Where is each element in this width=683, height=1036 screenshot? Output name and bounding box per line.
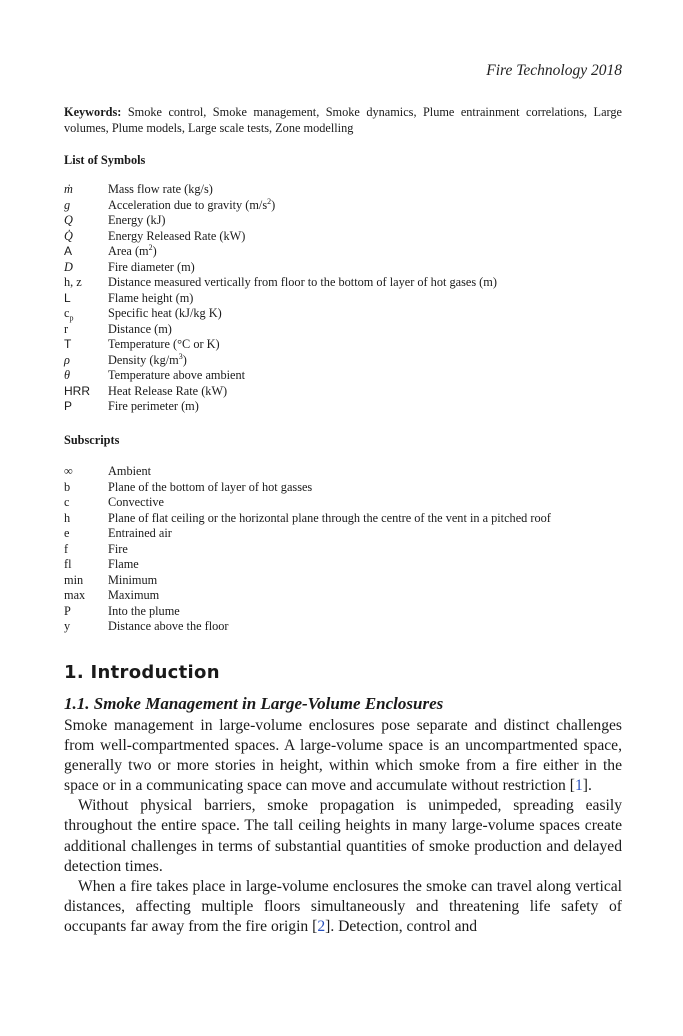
symbol-cell: fl (64, 557, 72, 571)
symbol-cell: min (64, 572, 84, 587)
subscript-row (64, 604, 624, 620)
description-text: Plane of the bottom of layer of hot gasses (108, 479, 313, 494)
symbol-subscript: p (69, 313, 74, 323)
subscripts-table (64, 464, 624, 635)
symbol-cell: θ (64, 368, 71, 382)
description-cell (108, 353, 624, 369)
subscript-row (64, 464, 624, 480)
description-cell (108, 464, 624, 480)
symbol-cell: h, z (64, 275, 82, 289)
subsection-title: 1.1. Smoke Management in Large-Volume Enclosures (64, 694, 444, 713)
citation-link[interactable]: 1 (574, 777, 583, 795)
symbol-row (64, 182, 624, 198)
symbol-cell: Q (64, 213, 73, 227)
description-cell (108, 260, 624, 276)
subscript-row (64, 619, 624, 635)
description-text: Into the plume (108, 603, 180, 618)
symbol-row (64, 198, 624, 214)
citation-open-bracket: [ (569, 777, 575, 795)
symbol-cell: h (64, 510, 71, 525)
description-suffix: ) (152, 244, 157, 258)
description-cell (108, 511, 624, 527)
symbol-cell: y (64, 619, 71, 633)
symbol-cell: $c_p$ (64, 306, 74, 323)
description-superscript: 2 (148, 242, 153, 252)
description-text: Entrained air (108, 526, 172, 540)
paragraph-text: Smoke management in large-volume enclosures pose separate and distinct challenges from well-compartmented spaces. A large-volume space is an uncompartmented space, generally two or more stories in height, within which smoke from a fire either in the space or in a communicating space can move and accumulate without restriction (64, 717, 622, 795)
paragraph-text: Without physical barriers, smoke propagation is unimpeded, spreading easily throughout the entire space. The tall ceiling heights in many large-volume spaces create additional challenges in terms of substantial quantities of smoke production and delayed detection times. (64, 797, 622, 875)
body-text (64, 716, 622, 937)
description-text: Acceleration due to gravity (m/s (108, 197, 268, 212)
description-text: Specific heat (kJ/kg K) (108, 306, 222, 320)
symbol-cell: ṁ (64, 182, 73, 196)
symbol-cell: ρ (64, 352, 70, 367)
symbol-cell: D (64, 259, 73, 274)
description-cell (108, 213, 624, 229)
description-text: Plane of flat ceiling or the horizontal plane through the centre of the vent in a pitched roof (108, 510, 551, 525)
description-cell (108, 322, 624, 338)
symbol-row (64, 260, 624, 276)
citation-close-bracket: ] (582, 777, 588, 795)
subscript-row (64, 480, 624, 496)
symbol-cell: b (64, 479, 71, 494)
description-cell (108, 182, 624, 198)
symbols-heading: List of Symbols (64, 153, 146, 167)
subscript-row (64, 526, 624, 542)
symbol-row (64, 368, 624, 384)
body-paragraph (64, 716, 622, 796)
description-text: Maximum (108, 588, 160, 602)
section-title: 1. Introduction (64, 662, 220, 683)
symbol-cell: Q̇ (64, 228, 73, 243)
description-text: Temperature above ambient (108, 368, 246, 382)
description-superscript: 2 (267, 196, 272, 206)
symbol-cell: A (64, 244, 73, 258)
description-text: Fire diameter (m) (108, 259, 195, 274)
symbol-cell: r (64, 321, 69, 336)
description-cell (108, 368, 624, 384)
description-suffix: ) (182, 352, 187, 367)
symbol-row (64, 213, 624, 229)
symbol-cell: max (64, 588, 86, 602)
keywords-block (64, 104, 622, 136)
description-text: Energy Released Rate (kW) (108, 228, 246, 243)
description-suffix: ) (271, 197, 276, 212)
description-cell (108, 573, 624, 589)
subscript-row (64, 511, 624, 527)
description-text: Area (m (108, 244, 149, 258)
description-cell (108, 399, 624, 415)
symbol-row (64, 322, 624, 338)
description-text: Density (kg/m (108, 352, 179, 367)
description-cell (108, 542, 624, 558)
symbol-row (64, 353, 624, 369)
description-cell (108, 604, 624, 620)
symbol-cell: P (64, 603, 71, 618)
description-text: Ambient (108, 464, 152, 478)
subscripts-heading: Subscripts (64, 433, 120, 447)
paragraph-end: . Detection, control and (330, 917, 478, 935)
paragraph-end: . (587, 777, 592, 795)
description-cell (108, 229, 624, 245)
subscript-row (64, 573, 624, 589)
description-text: Minimum (108, 572, 158, 587)
description-text: Flame height (m) (108, 290, 194, 305)
symbol-cell: e (64, 526, 70, 540)
description-cell (108, 495, 624, 511)
description-cell (108, 384, 624, 400)
symbol-cell: P (64, 399, 73, 413)
symbol-row (64, 291, 624, 307)
description-text: Temperature (°C or K) (108, 337, 220, 351)
body-paragraph (64, 877, 622, 937)
subscript-row (64, 588, 624, 604)
subscript-row (64, 495, 624, 511)
description-text: Distance measured vertically from floor to the bottom of layer of hot gases (m) (108, 275, 497, 289)
description-cell (108, 526, 624, 542)
symbol-cell: L (64, 290, 71, 305)
symbol-row (64, 337, 624, 353)
symbol-cell: c (64, 495, 70, 509)
keywords-label: Keywords: (64, 105, 122, 119)
running-head: Fire Technology 2018 (486, 62, 622, 79)
description-text: Distance (m) (108, 321, 172, 336)
description-cell (108, 198, 624, 214)
description-text: Flame (108, 557, 139, 571)
description-text: Heat Release Rate (kW) (108, 383, 228, 398)
description-cell (108, 619, 624, 635)
symbol-row (64, 399, 624, 415)
description-superscript: 3 (178, 351, 183, 361)
subscript-row (64, 542, 624, 558)
citation-link[interactable]: 2 (317, 917, 326, 935)
symbol-cell: f (64, 541, 69, 556)
symbol-cell: HRR (64, 383, 90, 398)
keywords-text: Smoke control, Smoke management, Smoke dynamics, Plume entrainment correlations, Large volumes, Plume models, Large scale tests, Zone modelling (64, 105, 623, 135)
description-cell (108, 557, 624, 573)
description-text: Energy (kJ) (108, 213, 166, 227)
symbol-row (64, 306, 624, 322)
description-cell (108, 244, 624, 260)
symbol-cell: ∞ (64, 464, 73, 478)
description-cell (108, 337, 624, 353)
description-text: Fire (108, 541, 128, 556)
description-cell (108, 588, 624, 604)
symbol-cell: g (64, 197, 71, 212)
symbol-row (64, 229, 624, 245)
citation-open-bracket: [ (312, 917, 318, 935)
description-text: Mass flow rate (kg/s) (108, 182, 213, 196)
description-cell (108, 275, 624, 291)
description-text: Fire perimeter (m) (108, 399, 199, 413)
symbol-row (64, 244, 624, 260)
subscript-row (64, 557, 624, 573)
citation-close-bracket: ] (325, 917, 331, 935)
symbol-cell: T (64, 337, 72, 351)
description-text: Distance above the floor (108, 619, 229, 633)
description-text: Convective (108, 495, 165, 509)
description-cell (108, 291, 624, 307)
description-cell (108, 306, 624, 322)
symbol-row (64, 275, 624, 291)
symbols-table (64, 182, 624, 415)
description-cell (108, 480, 624, 496)
paragraph-text: When a fire takes place in large-volume enclosures the smoke can travel along vertical distances, affecting multiple floors simultaneously and threatening life safety of occupants far away from the fire origin (64, 877, 622, 935)
body-paragraph (64, 796, 622, 876)
symbol-row (64, 384, 624, 400)
